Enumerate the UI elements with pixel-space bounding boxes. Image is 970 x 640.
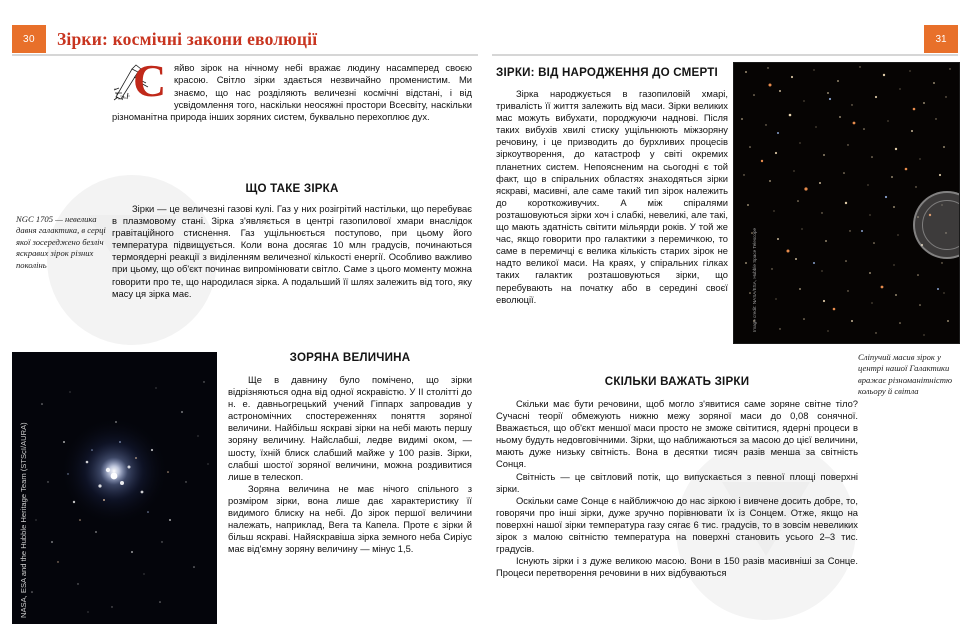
paragraph: Оскільки саме Сонце є найближчою до нас зіркою і вивчене досить добре, то, говорячи про інші зірки, дуже зручно порівнювати їх із Сонцем. Отже, якщо на поверхні нашої зірки температура газу сягає 6 тис. градусів, то в зовсім невеликих зірок з малою світністю температура на поверхні становить усього 2–3 тис. градусів.: [496, 494, 858, 555]
photo-galactic-center: [733, 62, 960, 344]
paragraph: Зоряна величина не має нічого спільного з розміром зірки, вона лише дає характеристику її видимого блиску на небі. До зірок першої величини належать, наприклад, Вега та Капела. Проте є зірки й більш яскраві. Найяскравіша зірка земного неба Сиріус має від'ємну зоряну величину — мінус 1,5.: [228, 482, 472, 555]
header-rule-left: [12, 54, 478, 56]
right-section-2-body: [496, 398, 858, 579]
folio-right: 31: [924, 25, 958, 53]
paragraph: Зірки — це величезні газові кулі. Газ у них розігрітий настільки, що перебуває в плазмовому стані. Зірка з'являється в центрі газопилової хмари внаслідок гравітаційного стиснення. Газ ущільнюється поступово, при цьому його температура підвищується. Коли вона досягає 10 млн градусів, починаються термоядерні реакції з виділенням величезної кількості енергії. Особливо важливо при цьому, що об'єкт починає випромінювати світло. Саме з цього моменту можна говорити про те, що народилася зірка. А подальший її шлях залежить від того, яку масу ця зірка має.: [112, 203, 472, 299]
paragraph: Зірка народжується в газопиловій хмарі, тривалість її життя залежить від маси. Зірки великих мас можуть вибухати, породжуючи наднові. Після таких вибухів хвилі стиску ущільнюють міжзоряну речовину, і це призводить до бурхливих процесів зіркоутворення, до катастроф у світі окремих планетних систем. Непоясненим на сьогодні є той факт, що в спіральних областях знаходяться зірки яскраві, масивні, але саме такий тип зірок належить до короткоживучих. А між спіралями розташовуються зірки хоч і слабкі, невеликі, але такі, що мають здатність світити мільярди років. У той же час, якщо говорити про галактики з перемичкою, то саме в перемичці є велика кількість старих зірок не надто великої маси. На краях, у спіральних гілках таких галактик розташовуються зірки, що перебувають на початку або в середині своєї еволюції.: [496, 88, 728, 305]
folio-left: 30: [12, 25, 46, 53]
photo-ngc-1705: [12, 352, 217, 624]
right-section-1-body: [496, 88, 728, 306]
dropcap-ornament: [112, 55, 168, 106]
heading-what-is-a-star: ЩО ТАКЕ ЗІРКА: [245, 182, 339, 195]
caption-left-photo: NGC 1705 — невелика давня галактика, в серці якої зосереджено безліч яскравих зірок різних поколінь: [16, 214, 106, 270]
running-head: Зірки: космічні закони еволюції: [57, 28, 318, 49]
photo-credit-left: NASA, ESA and the Hubble Heritage Team (STScI/AURA): [19, 422, 28, 618]
header-rule-right: [492, 54, 958, 56]
caption-right-photo: Сліпучий масив зірок у центрі нашої Галактики вражає різноманітністю кольору й світла: [858, 352, 953, 397]
paragraph: Ще в давнину було помічено, що зірки відрізняються одна від одної яскравістю. У II столітті до н. е. давньогрецький учений Гіппарх запровадив у астрономічних спостереженнях поняття зоряної величини. Найбільш яскраві зірки на небі мають першу зоряну величину. Найслабші, ледве видимі оком, — шосту, їхній блиск слабший майже у 100 разів. Зірки, слабші шостої зоряної величини, можна роздивитися лише в телескоп.: [228, 374, 472, 482]
left-section-2-body: [228, 374, 472, 555]
intro-text: яйво зірок на нічному небі вражає людину насамперед своєю красою. Світло зірки здається незвичайно променистим. Ми знаємо, що нас розділяють величезні космічні відстані, і від усвідомлення того, наскільки неосяжні простори Всесвіту, наскільки різноманітна природа інших зоряних систем, буквально перехоплює дух.: [112, 62, 472, 123]
heading-birth-to-death: ЗІРКИ: ВІД НАРОДЖЕННЯ ДО СМЕРТІ: [496, 66, 718, 79]
left-page-header: [12, 25, 317, 53]
paragraph: Світність — це світловий потік, що випускається з певної площі поверхні зірки.: [496, 470, 858, 494]
dropcap-letter: С: [133, 55, 167, 106]
heading-how-much-stars-weigh: СКІЛЬКИ ВАЖАТЬ ЗІРКИ: [604, 375, 750, 388]
photo-credit-right: Image credit: NASA/ESA, Hubble Space Telescope: [752, 227, 757, 332]
left-section-1-body: [112, 203, 472, 300]
paragraph: Скільки має бути речовини, щоб могло з'явитися саме зоряне світне тіло? Сучасні теорії обмежують нижню межу зоряної маси до 0,08 сонячної. Вважається, що об'єкт меншої маси просто не зможе світитися, ядерні процеси в ньому будуть недовговічними. Зірки, що наближаються за масою до цієї величини, мають дуже низьку світність. Вона в десятки тисяч разів менша за світність Сонця.: [496, 398, 858, 470]
heading-stellar-magnitude: ЗОРЯНА ВЕЛИЧИНА: [289, 351, 411, 364]
galaxy-starfield: [12, 352, 217, 624]
intro-paragraph: [112, 55, 472, 123]
paragraph: Існують зірки і з дуже великою масою. Вони в 150 разів масивніші за Сонце. Процеси перетворення речовини в них відбуваються: [496, 555, 858, 579]
